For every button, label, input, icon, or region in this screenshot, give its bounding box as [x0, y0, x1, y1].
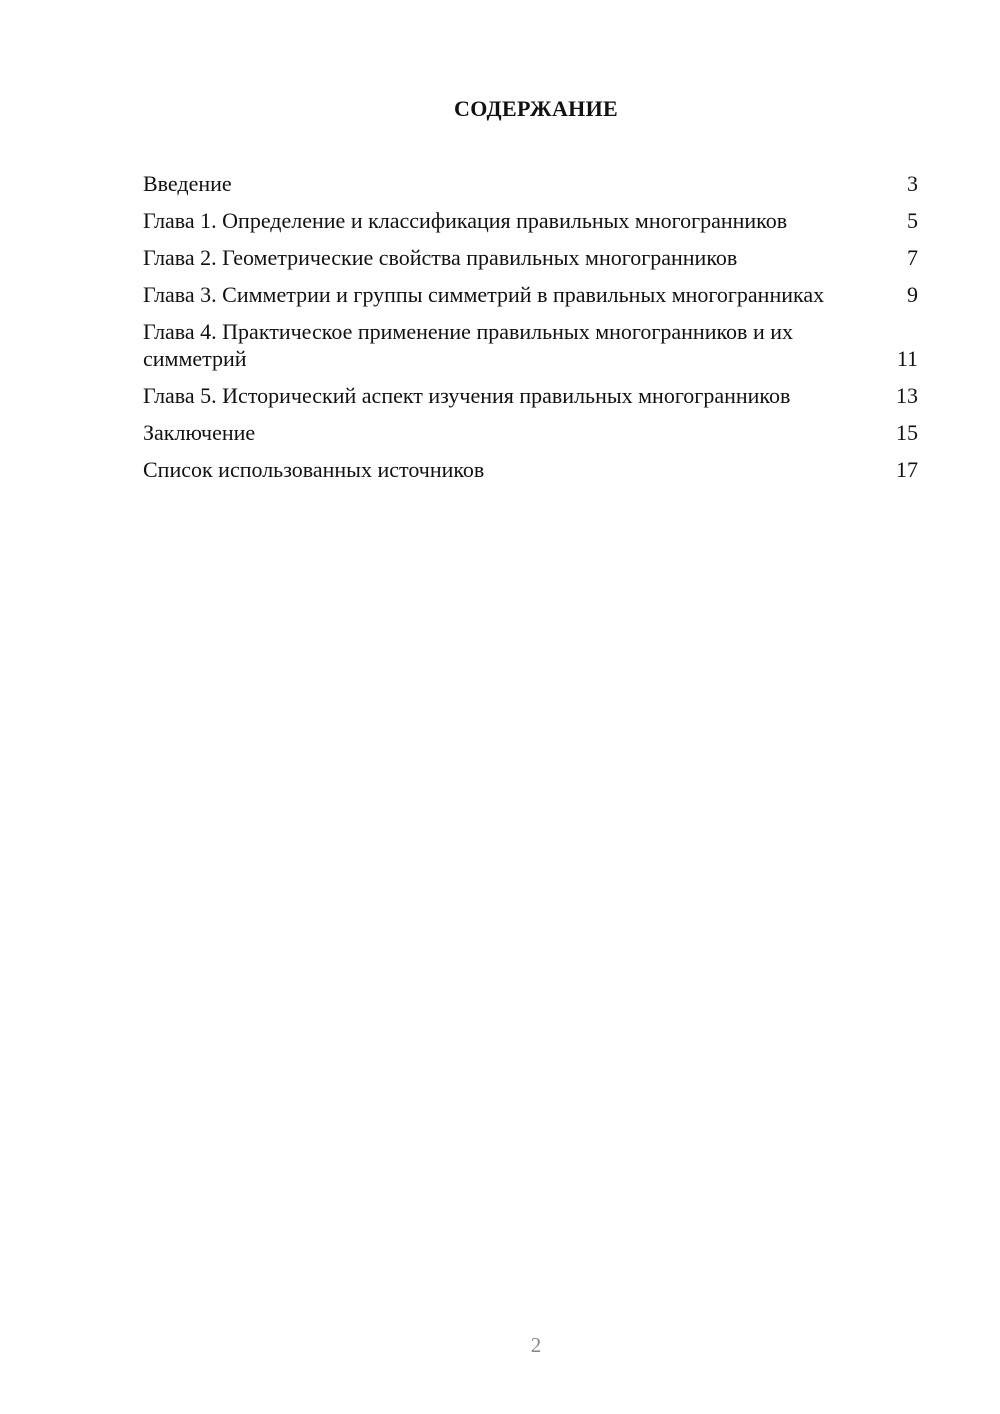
toc-entry-label: Глава 1. Определение и классификация правильных многогранников	[143, 208, 788, 233]
toc-entry-page: 3	[907, 171, 918, 196]
toc-entry-page: 11	[896, 346, 918, 371]
toc-entry-label: Глава 3. Симметрии и группы симметрий в правильных многогранниках	[143, 282, 825, 307]
toc-entry-page: 15	[896, 420, 918, 445]
table-of-contents	[143, 170, 918, 493]
toc-entry-introduction	[143, 170, 918, 197]
toc-title: СОДЕРЖАНИЕ	[454, 96, 618, 121]
toc-entry-page: 9	[907, 282, 918, 307]
toc-entry-label: Введение	[143, 171, 232, 196]
toc-entry-label: Список использованных источников	[143, 457, 485, 482]
toc-entry-label: Глава 4. Практическое применение правильных многогранников и их симметрий	[143, 319, 793, 371]
toc-entry-chapter-3	[143, 281, 918, 308]
toc-entry-label: Глава 2. Геометрические свойства правильных многогранников	[143, 245, 738, 270]
toc-entry-chapter-2	[143, 244, 918, 271]
toc-entry-page: 13	[896, 383, 918, 408]
toc-entry-page: 7	[907, 245, 918, 270]
toc-entry-references	[143, 456, 918, 483]
toc-entry-label: Глава 5. Исторический аспект изучения правильных многогранников	[143, 383, 791, 408]
toc-entry-page: 5	[907, 208, 918, 233]
toc-entry-label: Заключение	[143, 420, 256, 445]
page-number: 2	[530, 1333, 542, 1357]
toc-entry-conclusion	[143, 419, 918, 446]
toc-entry-chapter-5	[143, 382, 918, 409]
toc-entry-chapter-1	[143, 207, 918, 234]
toc-entry-page: 17	[896, 457, 918, 482]
toc-entry-chapter-4	[143, 318, 918, 372]
